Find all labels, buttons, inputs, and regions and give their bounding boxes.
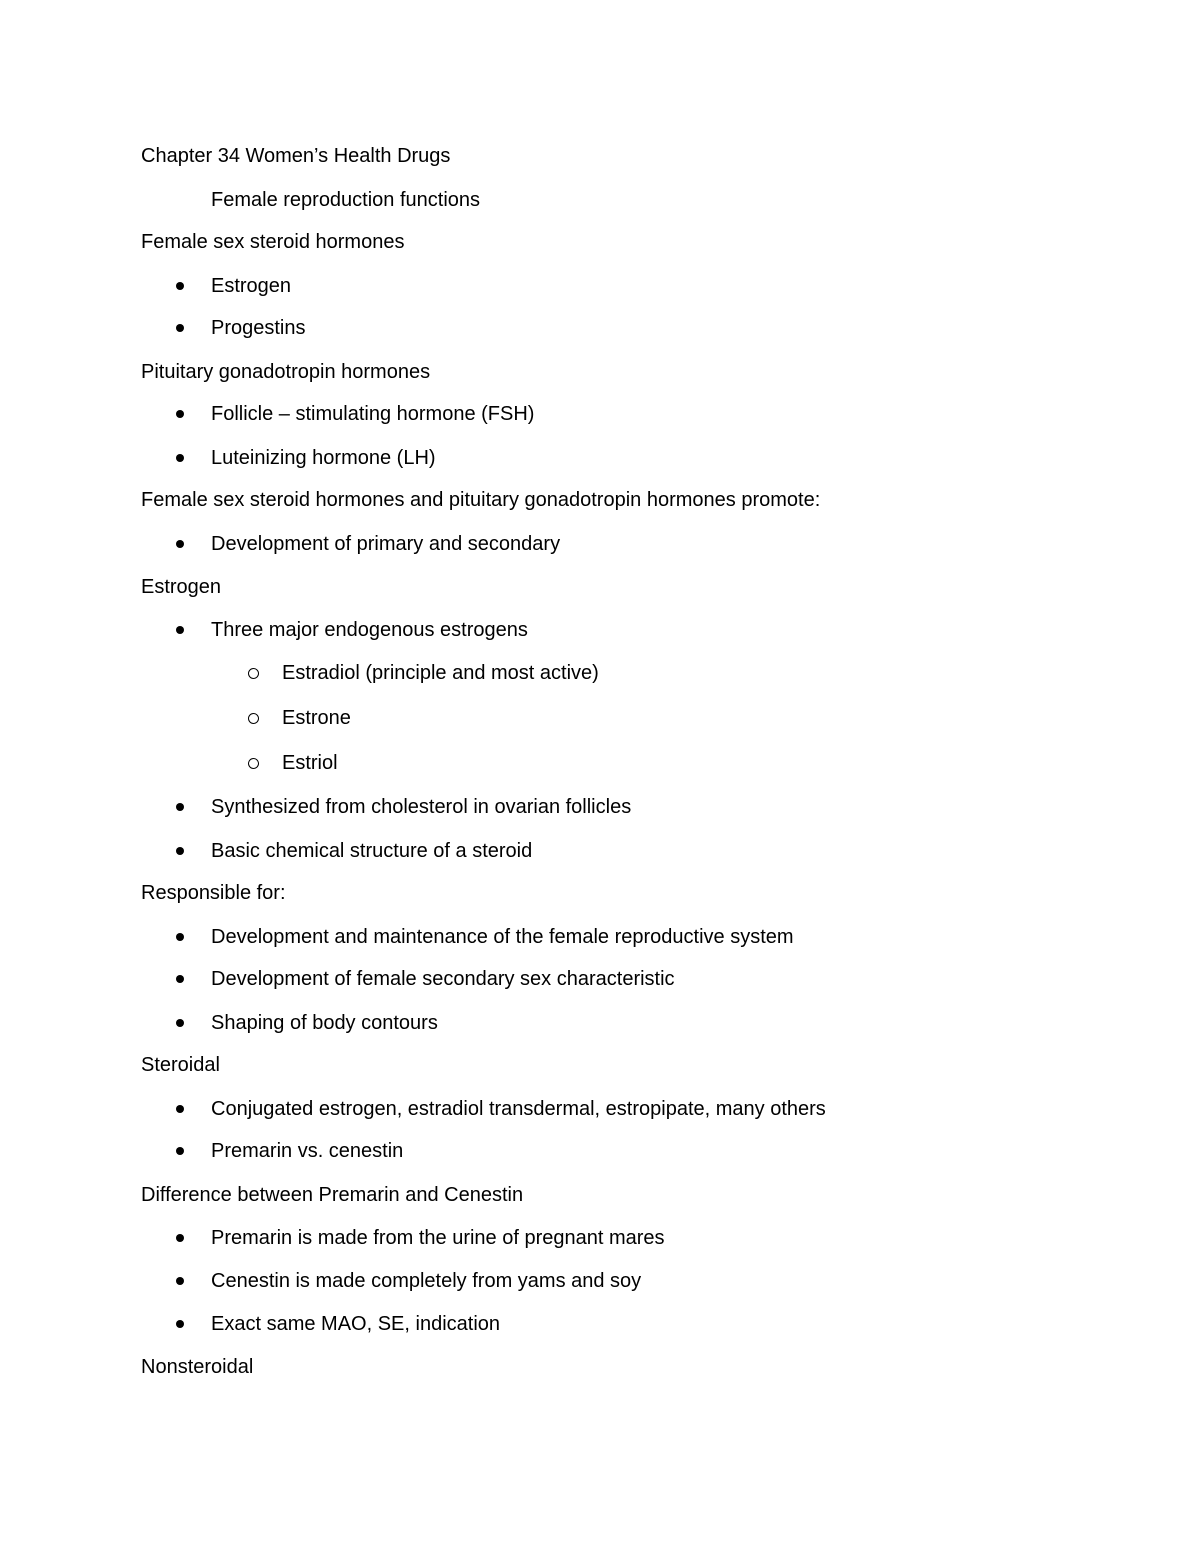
- section-heading-text: Estrogen: [141, 576, 222, 598]
- list-item-text: Estrogen: [211, 275, 292, 297]
- list-item: [0, 1312, 1200, 1336]
- bullet-icon: [176, 454, 184, 462]
- sub-list-item-text: Estradiol (principle and most active): [282, 662, 599, 684]
- section-heading-text: Nonsteroidal: [141, 1356, 254, 1378]
- bullet-icon: [176, 540, 184, 548]
- section-heading-text: Pituitary gonadotropin hormones: [141, 361, 431, 383]
- bullet-icon: [176, 1147, 184, 1155]
- list-item: [0, 1269, 1200, 1293]
- circle-bullet-icon: [248, 668, 259, 679]
- list-item-text: Shaping of body contours: [211, 1012, 438, 1034]
- bullet-icon: [176, 1234, 184, 1242]
- list-item: [0, 618, 1200, 642]
- section-heading: [0, 230, 1200, 254]
- bullet-icon: [176, 1105, 184, 1113]
- document-subtitle: Female reproduction functions: [211, 189, 481, 211]
- list-item-text: Cenestin is made completely from yams and soy: [211, 1270, 642, 1292]
- section-heading: [0, 1183, 1200, 1207]
- list-item: [0, 446, 1200, 470]
- section-heading: [0, 1053, 1200, 1077]
- list-item-text: Conjugated estrogen, estradiol transdermal, estropipate, many others: [211, 1098, 826, 1120]
- section-heading-text: Responsible for:: [141, 882, 286, 904]
- list-item-text: Premarin is made from the urine of pregnant mares: [211, 1227, 665, 1249]
- sub-list-item: [0, 706, 1200, 730]
- document-title: Chapter 34 Women’s Health Drugs: [141, 145, 451, 167]
- list-item-text: Development of female secondary sex characteristic: [211, 968, 675, 990]
- sub-list-item-text: Estrone: [282, 707, 351, 729]
- sub-list-item: [0, 661, 1200, 685]
- list-item: [0, 839, 1200, 863]
- bullet-icon: [176, 626, 184, 634]
- list-item: [0, 532, 1200, 556]
- bullet-icon: [176, 1320, 184, 1328]
- list-item: [0, 967, 1200, 991]
- document-subtitle-row: [0, 188, 1200, 212]
- list-item: [0, 795, 1200, 819]
- section-heading: [0, 488, 1200, 512]
- section-heading: [0, 881, 1200, 905]
- section-heading: [0, 360, 1200, 384]
- section-heading: [0, 1355, 1200, 1379]
- list-item: [0, 925, 1200, 949]
- bullet-icon: [176, 410, 184, 418]
- section-heading: [0, 575, 1200, 599]
- list-item: [0, 274, 1200, 298]
- section-heading-text: Steroidal: [141, 1054, 220, 1076]
- list-item-text: Progestins: [211, 317, 306, 339]
- list-item-text: Three major endogenous estrogens: [211, 619, 528, 641]
- list-item-text: Development and maintenance of the female reproductive system: [211, 926, 794, 948]
- list-item: [0, 1097, 1200, 1121]
- list-item: [0, 1011, 1200, 1035]
- document-title-row: [0, 144, 1200, 168]
- section-heading-text: Female sex steroid hormones: [141, 231, 405, 253]
- list-item: [0, 316, 1200, 340]
- bullet-icon: [176, 933, 184, 941]
- list-item-text: Exact same MAO, SE, indication: [211, 1313, 501, 1335]
- bullet-icon: [176, 975, 184, 983]
- sub-list-item-text: Estriol: [282, 752, 338, 774]
- list-item-text: Basic chemical structure of a steroid: [211, 840, 533, 862]
- bullet-icon: [176, 803, 184, 811]
- circle-bullet-icon: [248, 758, 259, 769]
- list-item-text: Luteinizing hormone (LH): [211, 447, 436, 469]
- bullet-icon: [176, 1019, 184, 1027]
- list-item-text: Follicle – stimulating hormone (FSH): [211, 403, 535, 425]
- list-item-text: Premarin vs. cenestin: [211, 1140, 404, 1162]
- bullet-icon: [176, 282, 184, 290]
- circle-bullet-icon: [248, 713, 259, 724]
- section-heading-text: Female sex steroid hormones and pituitary gonadotropin hormones promote:: [141, 489, 821, 511]
- list-item: [0, 1139, 1200, 1163]
- list-item-text: Development of primary and secondary: [211, 533, 561, 555]
- sub-list-item: [0, 751, 1200, 775]
- list-item: [0, 402, 1200, 426]
- list-item-text: Synthesized from cholesterol in ovarian follicles: [211, 796, 632, 818]
- bullet-icon: [176, 324, 184, 332]
- bullet-icon: [176, 1277, 184, 1285]
- list-item: [0, 1226, 1200, 1250]
- bullet-icon: [176, 847, 184, 855]
- section-heading-text: Difference between Premarin and Cenestin: [141, 1184, 524, 1206]
